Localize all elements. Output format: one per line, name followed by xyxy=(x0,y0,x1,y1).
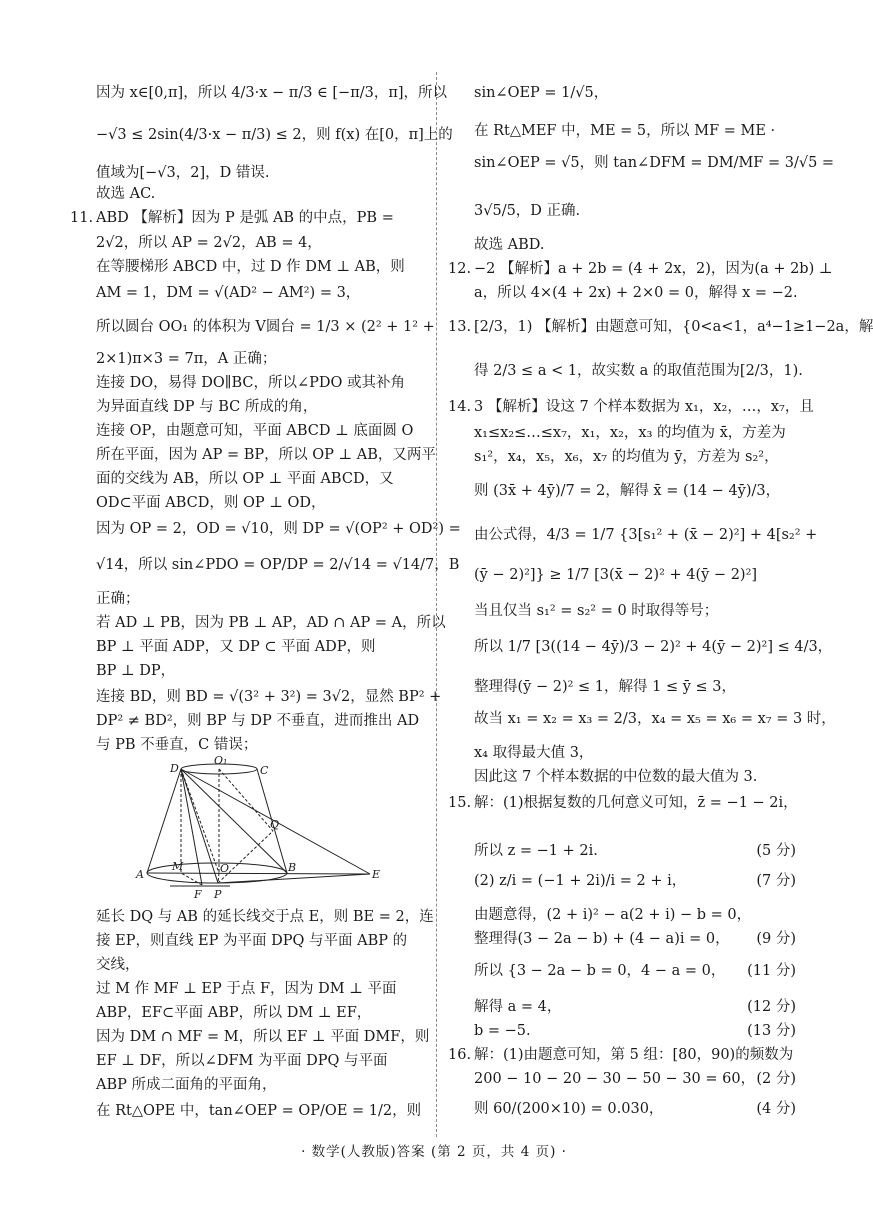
line-text: 200 − 10 − 20 − 30 − 50 − 30 = 60， xyxy=(474,1071,756,1087)
line-text: b = −5. xyxy=(474,1023,531,1039)
text-line xyxy=(96,1026,430,1048)
line-text: 整理得(3 − 2a − b) + (4 − a)i = 0， xyxy=(474,931,730,947)
text-line xyxy=(448,792,798,814)
text-line xyxy=(96,468,422,490)
line-text: 所以 1/7 [3((14 − 4ȳ)/3 − 2)² + 4(ȳ − 2)²] ≤ 4/3， xyxy=(474,639,833,655)
text-line xyxy=(474,282,796,304)
text-line xyxy=(96,162,422,184)
line-text: 解：(1)根据复数的几何意义可知，z̄ = −1 − 2i， xyxy=(474,795,798,811)
label-F: F xyxy=(194,888,202,901)
line-text: 解得 a = 4， xyxy=(474,999,562,1015)
question-number: 11. xyxy=(70,210,94,226)
text-line xyxy=(474,636,833,658)
line-text: 连接 OP，由题意可知，平面 ABCD ⊥ 底面圆 O xyxy=(96,423,414,439)
line-text: 正确； xyxy=(96,591,140,607)
line-text: 因为 DM ∩ MF = M，所以 EF ⊥ 平面 DMF，则 xyxy=(96,1029,430,1045)
line-text: 故当 x₁ = x₂ = x₃ = 2/3，x₄ = x₅ = x₆ = x₇ = 3 时， xyxy=(474,711,836,727)
text-line xyxy=(96,256,422,278)
line-text: DP² ≠ BD²，则 BP 与 DP 不垂直，进而推出 AD xyxy=(96,713,420,729)
text-line xyxy=(448,316,873,338)
label-O1: O₁ xyxy=(214,754,228,767)
label-Q: Q xyxy=(270,818,280,831)
line-text: −√3 ≤ 2sin(4/3·x − π/3) ≤ 2，则 f(x) 在[0，π]上的 xyxy=(96,127,453,143)
score-mark: (4 分) xyxy=(756,1101,796,1117)
line-text: sin∠OEP = 1/√5， xyxy=(474,85,609,101)
line-text: [2/3，1) 【解析】由题意可知，{0<a<1，a⁴−1≥1−2a，解 xyxy=(474,319,873,335)
label-M: M xyxy=(172,860,184,873)
line-text: 当且仅当 s₁² = s₂² = 0 时取得等号； xyxy=(474,603,719,619)
line-text: AM = 1，DM = √(AD² − AM²) = 3， xyxy=(96,285,361,301)
question-number: 13. xyxy=(448,319,472,335)
text-line xyxy=(474,1068,796,1090)
text-line xyxy=(474,564,796,586)
text-line xyxy=(474,676,796,698)
text-line xyxy=(96,1002,422,1024)
line-text: 由公式得，4/3 = 1/7 {3[s₁² + (x̄ − 2)²] + 4[s₂² + xyxy=(474,527,818,543)
text-line xyxy=(96,372,422,394)
score-mark: (9 分) xyxy=(756,931,796,947)
text-line xyxy=(96,232,422,254)
line-text: 交线， xyxy=(96,957,140,973)
line-text: BP ⊥ 平面 ADP，又 DP ⊂ 平面 ADP，则 xyxy=(96,639,376,655)
score-mark: (7 分) xyxy=(756,873,796,889)
line-text: ABD 【解析】因为 P 是弧 AB 的中点，PB = xyxy=(96,210,394,226)
line-text: OD⊂平面 ABCD，则 OP ⊥ OD， xyxy=(96,495,326,511)
text-line xyxy=(96,636,422,658)
line-text: 解：(1)由题意可知，第 5 组：[80，90)的频数为 xyxy=(474,1047,794,1063)
line-text: 与 PB 不垂直，C 错误； xyxy=(96,737,258,753)
question-number: 16. xyxy=(448,1047,472,1063)
text-line xyxy=(96,660,422,682)
line-text: 在 Rt△OPE 中，tan∠OEP = OP/OE = 1/2，则 xyxy=(96,1103,422,1119)
line-text: 因为 OP = 2，OD = √10，则 DP = √(OP² + OD²) = xyxy=(96,521,461,537)
line-text: s₁²，x₄，x₅，x₆，x₇ 的均值为 ȳ，方差为 s₂²， xyxy=(474,449,779,465)
question-number: 15. xyxy=(448,795,472,811)
line-text: 2×1)π×3 = 7π，A 正确； xyxy=(96,351,277,367)
text-line xyxy=(96,183,422,205)
line-text: x₄ 取得最大值 3， xyxy=(474,745,594,761)
line-text: 由题意得，(2 + i)² − a(2 + i) − b = 0， xyxy=(474,907,752,923)
line-text: 则 60/(200×10) = 0.030， xyxy=(474,1101,664,1117)
text-line xyxy=(474,600,796,622)
text-line xyxy=(474,742,796,764)
text-line xyxy=(448,396,814,418)
score-mark: (12 分) xyxy=(747,999,796,1015)
line-text: 整理得(ȳ − 2)² ≤ 1，解得 1 ≤ ȳ ≤ 3， xyxy=(474,679,736,695)
score-mark: (2 分) xyxy=(756,1071,796,1087)
text-line xyxy=(474,82,796,104)
text-line xyxy=(96,588,422,610)
text-line xyxy=(96,316,435,338)
line-text: 因此这 7 个样本数据的中位数的最大值为 3. xyxy=(474,769,758,785)
text-line xyxy=(448,258,833,280)
text-line xyxy=(96,518,461,540)
score-mark: (5 分) xyxy=(756,843,796,859)
line-text: 故选 ABD. xyxy=(474,237,545,253)
line-text: 值域为[−√3，2]，D 错误. xyxy=(96,165,270,181)
label-P: P xyxy=(214,888,222,901)
text-line xyxy=(474,200,796,222)
text-line xyxy=(474,120,796,142)
line-text: 3√5/5，D 正确. xyxy=(474,203,581,219)
line-text: √14，所以 sin∠PDO = OP/DP = 2/√14 = √14/7，B xyxy=(96,557,460,573)
line-text: 故选 AC. xyxy=(96,186,156,202)
line-text: 所在平面，因为 AP = BP，所以 OP ⊥ AB，又两平 xyxy=(96,447,436,463)
text-line xyxy=(96,1074,422,1096)
line-text: ABP，EF⊂平面 ABP，所以 DM ⊥ EF， xyxy=(96,1005,372,1021)
text-line xyxy=(474,1098,796,1120)
label-C: C xyxy=(260,764,269,777)
text-line xyxy=(474,996,796,1018)
line-text: 在等腰梯形 ABCD 中，过 D 作 DM ⊥ AB，则 xyxy=(96,259,405,275)
line-text: 面的交线为 AB，所以 OP ⊥ 平面 ABCD，又 xyxy=(96,471,394,487)
text-line xyxy=(474,766,796,788)
line-text: 得 2/3 ≤ a < 1，故实数 a 的取值范围为[2/3，1). xyxy=(474,363,803,379)
line-text: 则 (3x̄ + 4ȳ)/7 = 2，解得 x̄ = (14 − 4ȳ)/3， xyxy=(474,483,781,499)
label-O: O xyxy=(220,862,230,875)
text-line xyxy=(96,1050,422,1072)
line-text: 2√2，所以 AP = 2√2，AB = 4， xyxy=(96,235,322,251)
text-line xyxy=(474,840,796,862)
text-line xyxy=(96,124,453,146)
text-line xyxy=(474,234,796,256)
text-line xyxy=(474,1020,796,1042)
text-line xyxy=(96,82,448,104)
text-line xyxy=(474,152,835,174)
text-line xyxy=(96,396,422,418)
page-footer: · 数学(人教版)答案 (第 2 页，共 4 页) · xyxy=(301,1144,567,1160)
text-line xyxy=(474,446,796,468)
label-E: E xyxy=(372,868,381,881)
text-line xyxy=(96,348,422,370)
line-text: 连接 DO，易得 DO∥BC，所以∠PDO 或其补角 xyxy=(96,375,405,391)
line-text: 所以 z = −1 + 2i. xyxy=(474,843,598,859)
line-text: 所以圆台 OO₁ 的体积为 V圆台 = 1/3 × (2² + 1² + xyxy=(96,319,435,335)
score-mark: (13 分) xyxy=(747,1023,796,1039)
text-line xyxy=(474,928,796,950)
line-text: 若 AD ⊥ PB，因为 PB ⊥ AP，AD ∩ AP = A，所以 xyxy=(96,615,446,631)
line-text: BP ⊥ DP， xyxy=(96,663,176,679)
text-line xyxy=(474,422,796,444)
text-line xyxy=(96,444,436,466)
line-text: −2 【解析】a + 2b = (4 + 2x，2)，因为(a + 2b) ⊥ xyxy=(474,261,833,277)
line-text: 延长 DQ 与 AB 的延长线交于点 E，则 BE = 2，连 xyxy=(96,909,434,925)
text-line xyxy=(96,710,422,732)
line-text: 因为 x∈[0,π]，所以 4/3·x − π/3 ∈ [−π/3，π]，所以 xyxy=(96,85,448,101)
text-line xyxy=(474,904,796,926)
text-line xyxy=(474,960,796,982)
line-text: 3 【解析】设这 7 个样本数据为 x₁，x₂，…，x₇，且 xyxy=(474,399,814,415)
line-text: sin∠OEP = √5，则 tan∠DFM = DM/MF = 3/√5 = xyxy=(474,155,835,171)
text-line xyxy=(96,282,422,304)
label-B: B xyxy=(288,861,297,874)
score-mark: (11 分) xyxy=(747,963,796,979)
text-line xyxy=(474,708,836,730)
line-text: x₁≤x₂≤…≤x₇，x₁，x₂，x₃ 的均值为 x̄，方差为 xyxy=(474,425,786,441)
text-line xyxy=(70,207,422,229)
column-divider xyxy=(436,72,437,1137)
question-number: 14. xyxy=(448,399,472,415)
line-text: (2) z/i = (−1 + 2i)/i = 2 + i， xyxy=(474,873,687,889)
question-number: 12. xyxy=(448,261,472,277)
line-text: ABP 所成二面角的平面角， xyxy=(96,1077,277,1093)
text-line xyxy=(474,524,818,546)
text-line xyxy=(96,686,442,708)
text-line xyxy=(96,612,446,634)
text-line xyxy=(96,1100,422,1122)
line-text: 过 M 作 MF ⊥ EP 于点 F，因为 DM ⊥ 平面 xyxy=(96,981,397,997)
text-line xyxy=(96,906,434,928)
text-line xyxy=(96,978,422,1000)
text-line xyxy=(474,360,803,382)
text-line xyxy=(96,930,422,952)
line-text: a，所以 4×(4 + 2x) + 2×0 = 0，解得 x = −2. xyxy=(474,285,798,301)
text-line xyxy=(96,954,422,976)
text-line xyxy=(96,420,422,442)
line-text: EF ⊥ DF，所以∠DFM 为平面 DPQ 与平面 xyxy=(96,1053,388,1069)
line-text: 所以 {3 − 2a − b = 0，4 − a = 0， xyxy=(474,963,726,979)
geometry-figure xyxy=(130,752,390,902)
text-line xyxy=(474,480,796,502)
text-line xyxy=(96,554,460,576)
line-text: 在 Rt△MEF 中，ME = 5，所以 MF = ME · xyxy=(474,123,776,139)
label-D: D xyxy=(170,762,179,775)
line-text: 为异面直线 DP 与 BC 所成的角， xyxy=(96,399,318,415)
text-line xyxy=(448,1044,796,1066)
line-text: (ȳ − 2)²]} ≥ 1/7 [3(x̄ − 2)² + 4(ȳ − 2)²] xyxy=(474,567,758,583)
label-A: A xyxy=(136,868,144,881)
line-text: 连接 BD，则 BD = √(3² + 3²) = 3√2，显然 BP² + xyxy=(96,689,442,705)
text-line xyxy=(474,870,796,892)
text-line xyxy=(96,492,422,514)
line-text: 接 EP，则直线 EP 为平面 DPQ 与平面 ABP 的 xyxy=(96,933,408,949)
